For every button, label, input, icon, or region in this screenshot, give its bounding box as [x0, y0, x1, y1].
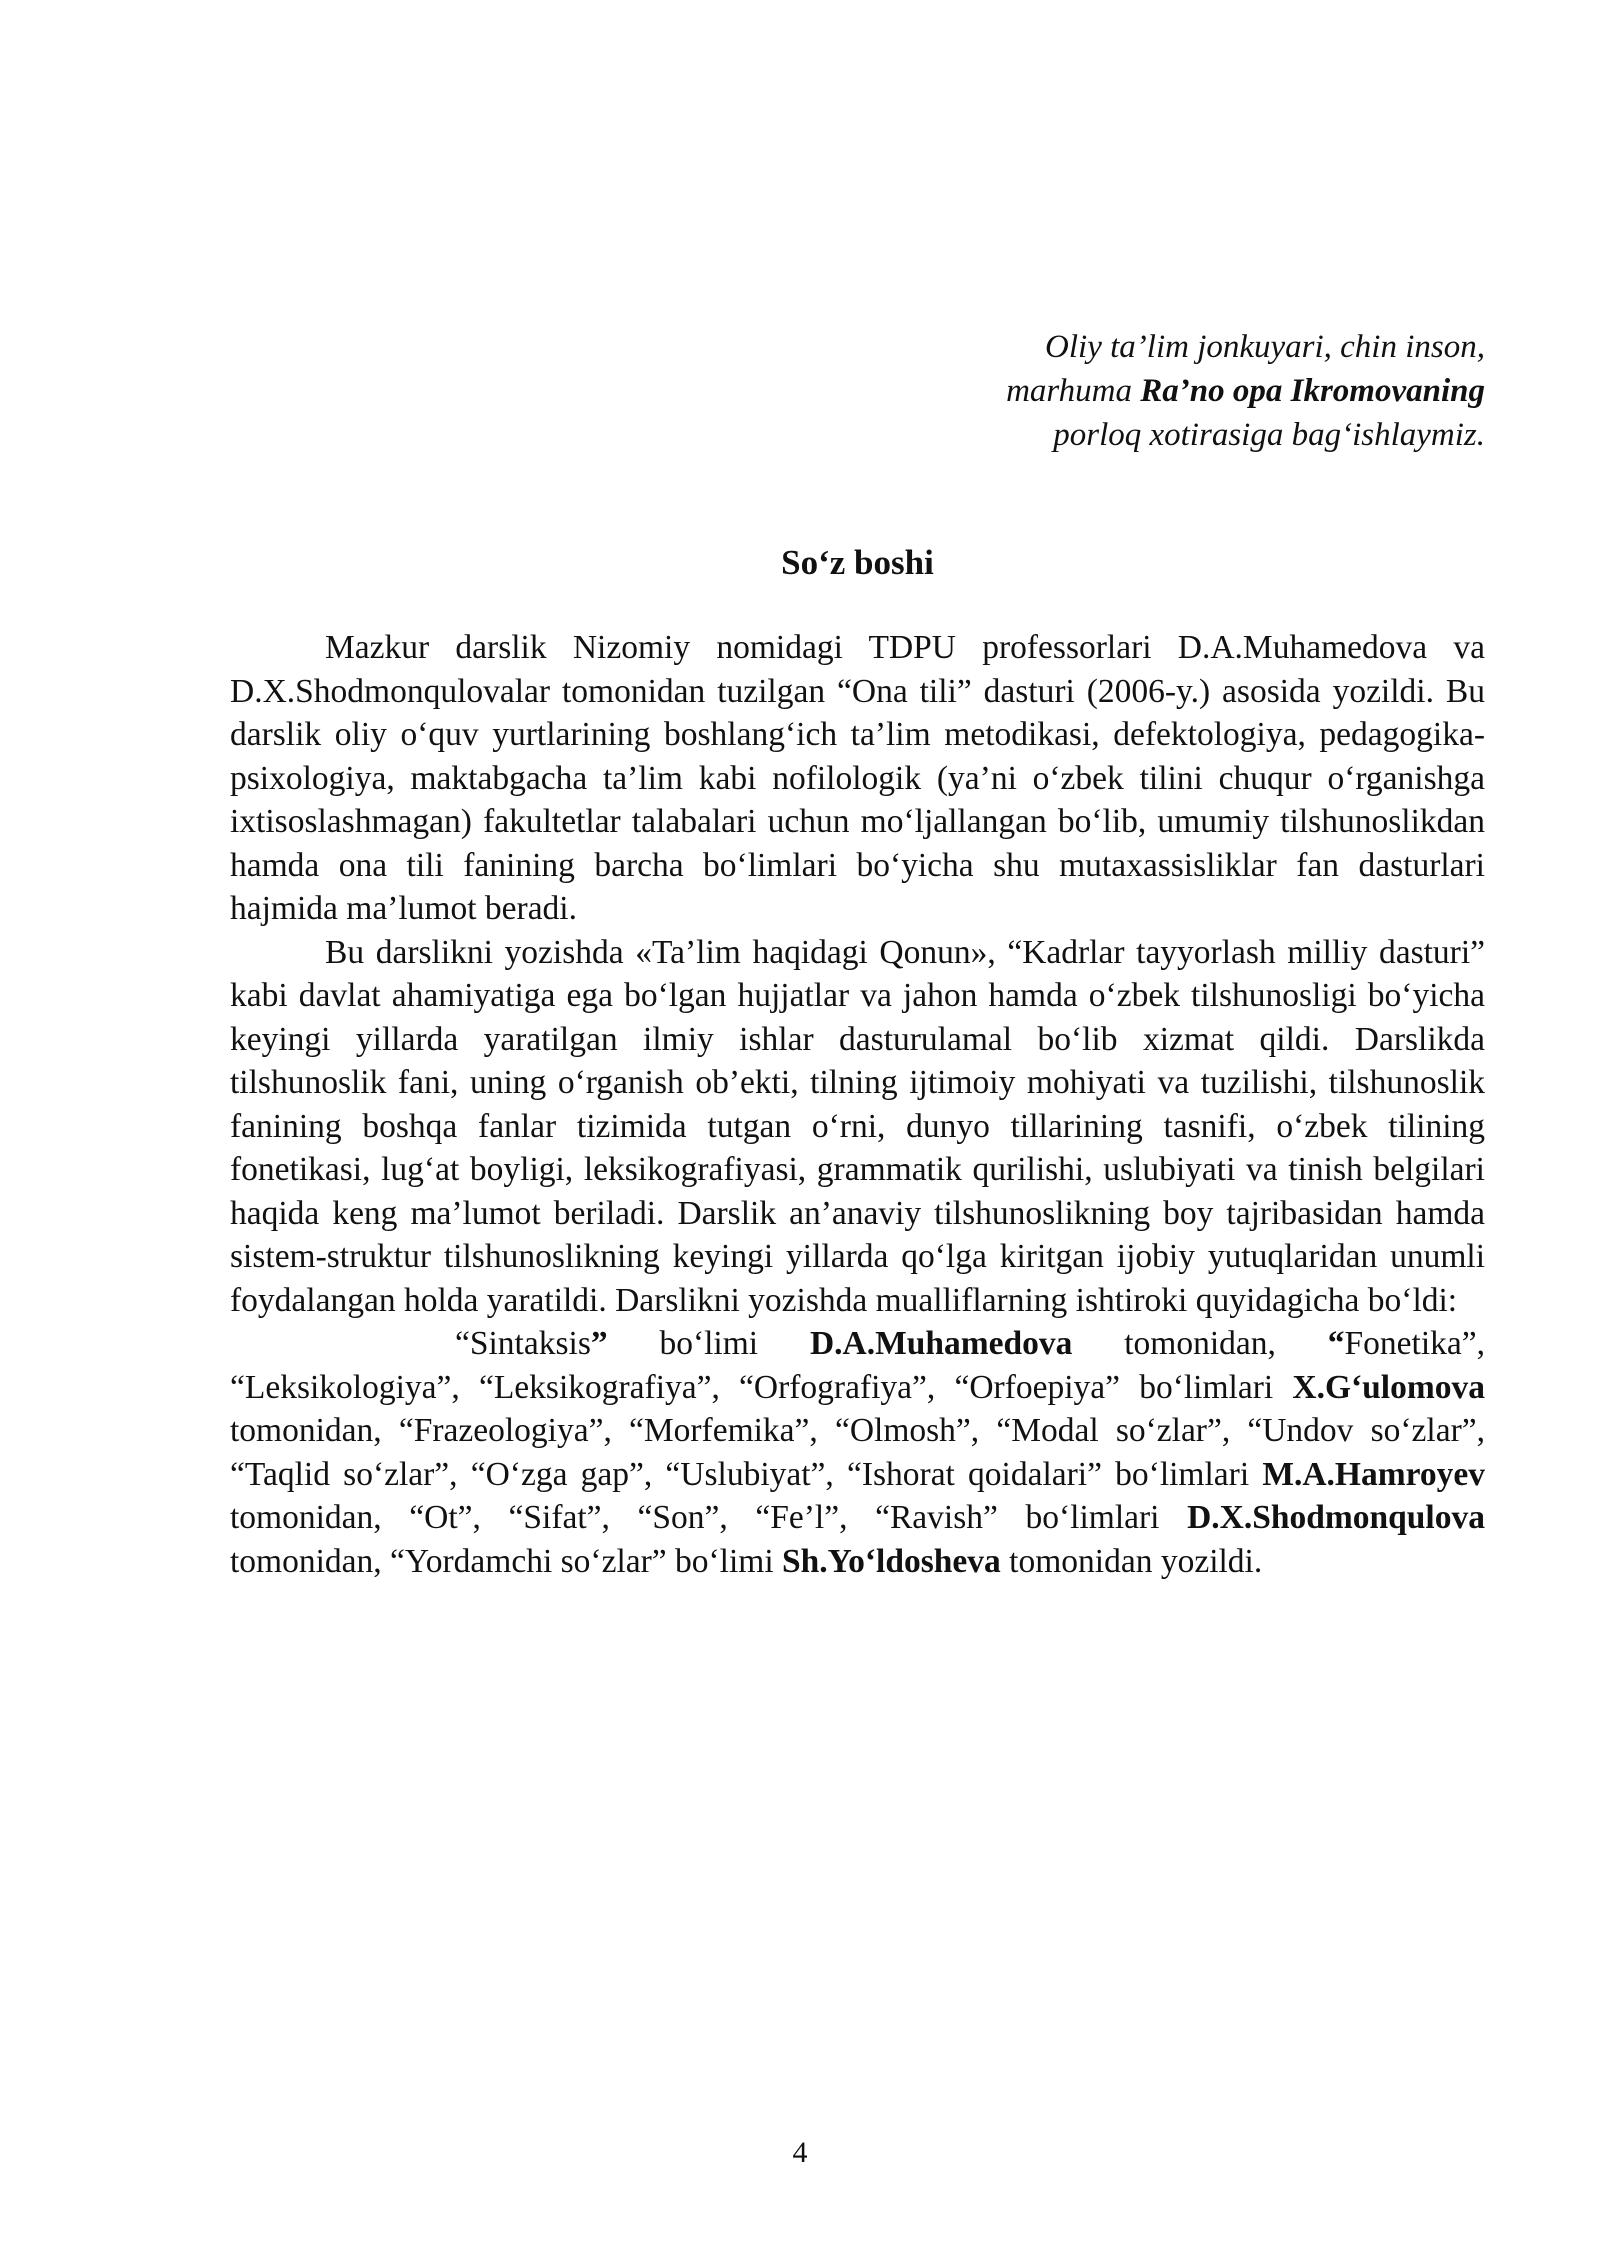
page-number: 4	[792, 2136, 808, 2169]
paragraph-2: Bu darslikni yozishda «Ta’lim haqidagi Qonun», “Kadrlar tayyorlash milliy dasturi” kabi davlat ahamiyatiga ega bo‘lgan hujjatlar va jahon hamda o‘zbek tilshunosligi bo‘yicha keyingi yillarda yaratilgan ilmiy ishlar dasturulamal bo‘lib xizmat qildi. Darslikda tilshunoslik fani, uning o‘rganish ob’ekti, tilning ijtimoiy mohiyati va tuzilishi, tilshunoslik fanining boshqa fanlar tizimida tutgan o‘rni, dunyo tillarining tasnifi, o‘zbek tilining fonetikasi, lug‘at boyligi, leksikografiyasi, grammatik qurilishi, uslubiyati va tinish belgilari haqida keng ma’lumot beriladi. Darslik an’anaviy tilshunoslikning boy tajribasidan hamda sistem-struktur tilshunoslikning keyingi yillarda qo‘lga kiritgan ijobiy yutuqlaridan unumli foydalangan holda yaratildi. Darslikni yozishda mualliflarning ishtiroki quyidagicha bo‘ldi:	[230, 933, 1485, 1319]
author-name: D.A.Muhamedova	[809, 1325, 1073, 1362]
author-name: M.A.Hamroyev	[1262, 1455, 1485, 1493]
text-run: tomonidan,	[1072, 1325, 1328, 1362]
text-run: tomonidan, “Yordamchi so‘zlar” bo‘limi	[230, 1542, 783, 1580]
text-run: tomonidan yozildi.	[1000, 1542, 1263, 1580]
text-run: ”	[590, 1325, 608, 1362]
author-name: D.X.Shodmonqulova	[1187, 1499, 1485, 1536]
dedication-block	[785, 325, 1485, 457]
dedication-line-3: porloq xotirasiga bag‘ishlaymiz.	[1053, 417, 1485, 453]
text-run: tomonidan, “Ot”, “Sifat”, “Son”, “Fe’l”, “Ravish” bo‘limlari	[230, 1499, 1188, 1536]
text-run: “	[1327, 1325, 1345, 1362]
dedication-line-1: Oliy ta’lim jonkuyari, chin inson,	[1045, 329, 1485, 365]
text-run: bo‘limi	[607, 1325, 810, 1362]
author-name: Sh.Yo‘ldosheva	[782, 1542, 1001, 1580]
body-text	[230, 626, 1485, 1583]
dedication-name: Ra’no opa Ikromovaning	[1140, 373, 1485, 409]
text-run: Fonetika”, “Leksikologiya”, “Leksikografiya”, “Orfografiya”, “Orfoepiya” bo‘limlari	[230, 1325, 1486, 1406]
text-run: tomonidan, “Frazeologiya”, “Morfemika”, “Olmosh”, “Modal so‘zlar”, “Undov so‘zlar”, “Taqlid so‘zlar”, “O‘zga gap”, “Uslubiyat”, “Ishorat qoidalari” bo‘limlari	[230, 1412, 1485, 1493]
dedication-prefix: marhuma	[1006, 373, 1141, 409]
paragraph-1: Mazkur darslik Nizomiy nomidagi TDPU professorlari D.A.Muhamedova va D.X.Shodmonqulovalar tomonidan tuzilgan “Ona tili” dasturi (2006-y.) asosida yozildi. Bu darslik oliy o‘quv yurtlarining boshlang‘ich ta’lim metodikasi, defektologiya, pedagogika-psixologiya, maktabgacha ta’lim kabi nofilologik (ya’ni o‘zbek tilini chuqur o‘rganishga ixtisoslashmagan) fakultetlar talabalari uchun mo‘ljallangan bo‘lib, umumiy tilshunoslikdan hamda ona tili fanining barcha bo‘limlari bo‘yicha shu mutaxassisliklar fan dasturlari hajmida ma’lumot beradi.	[230, 629, 1485, 927]
paragraph-3	[230, 1322, 1485, 1583]
author-name: X.G‘ulomova	[1292, 1368, 1485, 1406]
dedication-line-2	[785, 369, 1485, 413]
text-run: “Sintaksis	[455, 1325, 591, 1362]
section-heading: So‘z boshi	[781, 543, 934, 582]
